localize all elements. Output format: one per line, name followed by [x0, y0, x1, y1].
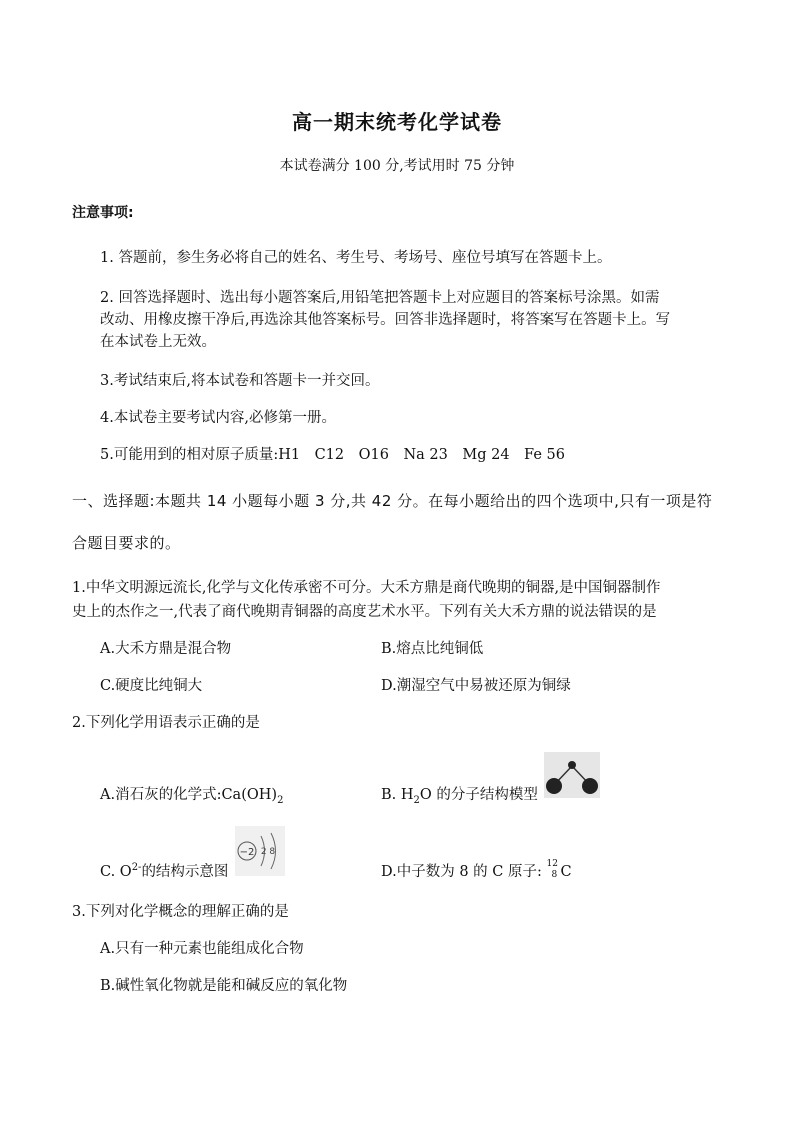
q2-option-d — [381, 860, 572, 881]
notice-item-4: 4.本试卷主要考试内容,必修第一册。 — [100, 410, 336, 426]
notice-item-5: 5.可能用到的相对原子质量:H1 C12 O16 Na 23 Mg 24 Fe 56 — [100, 447, 565, 463]
q1-option-d: D.潮湿空气中易被还原为铜绿 — [381, 678, 571, 694]
q2-option-a-sub: 2 — [277, 794, 284, 806]
oxide-ion-structure-diagram — [235, 826, 285, 876]
notice-item-2-cont2: 在本试卷上无效。 — [100, 334, 216, 350]
q2-option-d-text: D.中子数为 8 的 C 原子: — [381, 864, 547, 880]
q2-option-a-text: A.消石灰的化学式:Ca(OH) — [100, 787, 278, 803]
notice-item-2: 2. 回答选择题时、选出每小题答案后,用铅笔把答题卡上对应题目的答案标号涂黑。如需 — [100, 290, 660, 306]
q3-option-a: A.只有一种元素也能组成化合物 — [100, 941, 304, 957]
q2-option-b-suffix: O 的分子结构模型 — [419, 787, 538, 803]
section-heading-line2: 合题目要求的。 — [72, 534, 181, 552]
q1-option-a: A.大禾方鼎是混合物 — [100, 641, 232, 657]
q3-stem: 3.下列对化学概念的理解正确的是 — [72, 904, 289, 920]
notice-item-3: 3.考试结束后,将本试卷和答题卡一并交回。 — [100, 373, 380, 389]
carbon-isotope-notation — [546, 859, 560, 880]
q1-option-c: C.硬度比纯铜大 — [100, 678, 203, 694]
notice-item-2-cont: 改动、用橡皮擦干净后,再选涂其他答案标号。回答非选择题时，将答案写在答题卡上。写 — [100, 312, 671, 328]
q1-option-b: B.熔点比纯铜低 — [381, 641, 484, 657]
q2-option-a — [100, 783, 283, 806]
q1-stem-line1: 1.中华文明源远流长,化学与文化传承密不可分。大禾方鼎是商代晚期的铜器,是中国铜器制作 — [72, 580, 661, 596]
notice-item-1: 1. 答题前，参生务必将自己的姓名、考生号、考场号、座位号填写在答题卡上。 — [100, 250, 612, 266]
isotope-atomic-number: 8 — [551, 870, 558, 880]
water-molecule-model-image — [544, 752, 600, 798]
notice-heading: 注意事项: — [72, 205, 134, 221]
exam-title: 高一期末统考化学试卷 — [292, 110, 502, 134]
q2-option-c-sup: 2- — [131, 862, 142, 874]
isotope-mass-number: 12 — [546, 859, 558, 869]
ion-shell-electrons: 2 8 — [260, 847, 276, 857]
ion-nucleus-label: −2 — [239, 847, 255, 858]
exam-subtitle: 本试卷满分 100 分,考试用时 75 分钟 — [279, 158, 515, 174]
section-heading-line1: 一、选择题:本题共 14 小题每小题 3 分,共 42 分。在每小题给出的四个选项中,只有一项是符 — [72, 492, 713, 510]
q2-option-c-suffix: 的结构示意图 — [141, 864, 229, 880]
q2-option-c — [100, 860, 228, 881]
q2-option-c-text: C. O — [100, 864, 132, 880]
q2-option-b-text: B. H — [381, 787, 414, 803]
q2-stem: 2.下列化学用语表示正确的是 — [72, 715, 260, 731]
q1-stem-line2: 史上的杰作之一,代表了商代晚期青铜器的高度艺术水平。下列有关大禾方鼎的说法错误的是 — [72, 604, 657, 620]
q3-option-b: B.碱性氧化物就是能和碱反应的氧化物 — [100, 978, 348, 994]
isotope-symbol: C — [560, 864, 572, 880]
q2-option-b — [381, 783, 538, 806]
q2-option-b-sub: 2 — [413, 794, 420, 806]
